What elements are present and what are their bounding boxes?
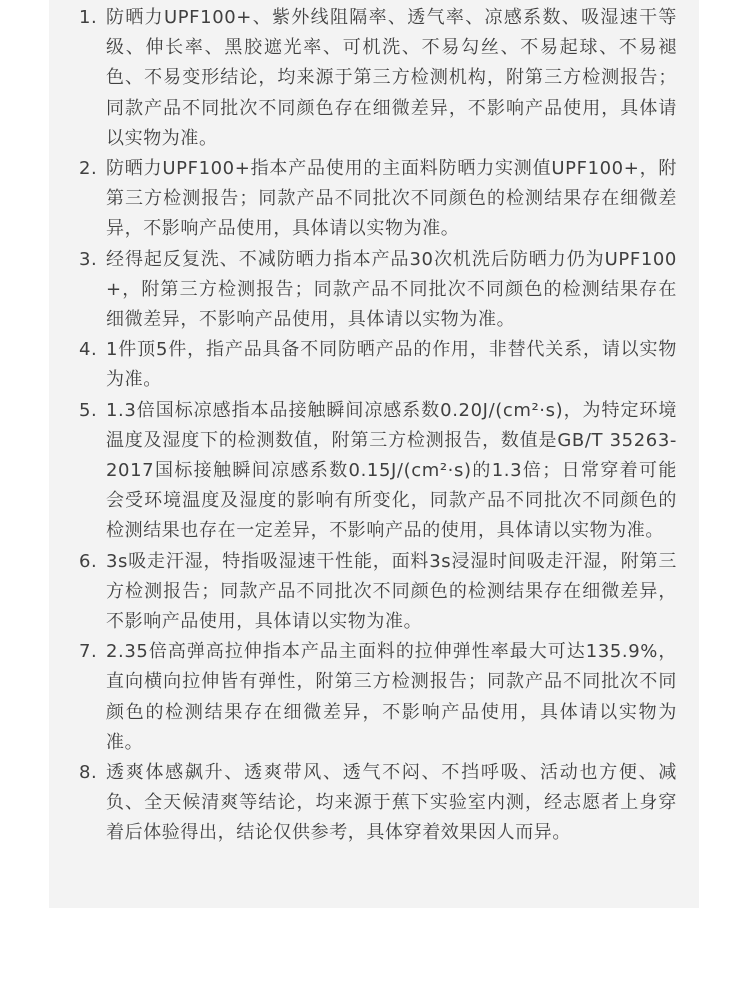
disclaimer-item-7 xyxy=(79,637,677,758)
item-number: 2. xyxy=(79,158,98,180)
item-text: 经得起反复洗、不减防晒力指本产品30次机洗后防晒力仍为UPF100+，附第三方检测报告；同款产品不同批次不同颜色的检测结果存在细微差异，不影响产品使用，具体请以实物为准。 xyxy=(106,248,677,331)
item-text: 1件顶5件，指产品具备不同防晒产品的作用，非替代关系，请以实物为准。 xyxy=(106,339,677,391)
disclaimer-item-8 xyxy=(79,758,677,849)
disclaimer-item-1 xyxy=(79,3,677,154)
disclaimer-list xyxy=(79,3,677,849)
disclaimer-item-3 xyxy=(79,245,677,336)
item-text: 2.35倍高弹高拉伸指本产品主面料的拉伸弹性率最大可达135.9%，直向横向拉伸皆有弹性，附第三方检测报告；同款产品不同批次不同颜色的检测结果存在细微差异，不影响产品使用，具体请以实物为准。 xyxy=(106,641,677,753)
disclaimer-item-4 xyxy=(79,335,677,395)
disclaimer-item-6 xyxy=(79,547,677,638)
item-text: 防晒力UPF100+、紫外线阻隔率、透气率、凉感系数、吸湿速干等级、伸长率、黑胶遮光率、可机洗、不易勾丝、不易起球、不易褪色、不易变形结论，均来源于第三方检测机构，附第三方检测报告；同款产品不同批次不同颜色存在细微差异，不影响产品使用，具体请以实物为准。 xyxy=(106,7,677,149)
item-text: 1.3倍国标凉感指本品接触瞬间凉感系数0.20J/(cm²·s)，为特定环境温度及湿度下的检测数值，附第三方检测报告，数值是GB/T 35263-2017国标接触瞬间凉感系数0.15J/(cm²·s)的1.3倍；日常穿着可能会受环境温度及湿度的影响有所变化，同款产品不同批次不同颜色的检测结果也存在一定差异，不影响产品的使用，具体请以实物为准。 xyxy=(106,399,677,542)
item-text: 透爽体感飙升、透爽带风、透气不闷、不挡呼吸、活动也方便、减负、全天候清爽等结论，均来源于蕉下实验室内测，经志愿者上身穿着后体验得出，结论仅供参考，具体穿着效果因人而异。 xyxy=(106,762,677,844)
item-text: 3s吸走汗湿，特指吸湿速干性能，面料3s浸湿时间吸走汗湿，附第三方检测报告；同款产品不同批次不同颜色的检测结果存在细微差异，不影响产品使用，具体请以实物为准。 xyxy=(106,550,677,633)
disclaimer-item-2 xyxy=(79,154,677,245)
item-number: 5. xyxy=(79,399,98,421)
item-number: 6. xyxy=(79,550,98,572)
item-number: 1. xyxy=(79,7,98,28)
item-number: 8. xyxy=(79,762,98,784)
item-number: 7. xyxy=(79,641,98,663)
item-number: 4. xyxy=(79,339,98,361)
disclaimer-item-5 xyxy=(79,396,677,547)
disclaimer-panel xyxy=(49,0,699,908)
item-number: 3. xyxy=(79,248,98,270)
item-text: 防晒力UPF100+指本产品使用的主面料防晒力实测值UPF100+，附第三方检测报告；同款产品不同批次不同颜色的检测结果存在细微差异，不影响产品使用，具体请以实物为准。 xyxy=(106,158,677,240)
